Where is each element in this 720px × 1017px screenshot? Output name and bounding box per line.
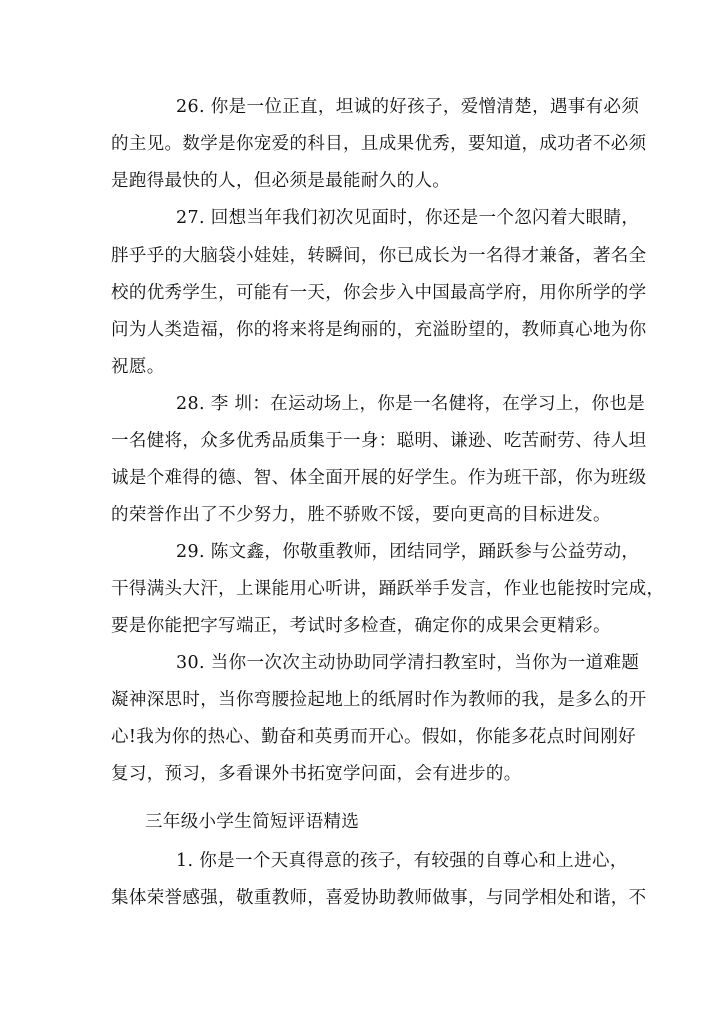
paragraph-29-line-1: 29. 陈文鑫，你敬重教师，团结同学，踊跃参与公益劳动， (176, 542, 640, 562)
paragraph-28-line-2: 一名健将，众多优秀品质集于一身：聪明、谦逊、吃苦耐劳、待人坦 (111, 431, 647, 451)
paragraph-28-line-4: 的荣誉作出了不少努力，胜不骄败不馁，要向更高的目标进发。 (111, 505, 611, 525)
paragraph-27-line-4: 问为人类造福，你的将来将是绚丽的，充溢盼望的，教师真心地为你 (111, 320, 647, 340)
paragraph-27-line-2: 胖乎乎的大脑袋小娃娃，转瞬间，你已成长为一名得才兼备，著名全 (111, 246, 647, 266)
paragraph-26-line-2: 的主见。数学是你宠爱的科目，且成果优秀，要知道，成功者不必须 (111, 134, 647, 154)
paragraph-27-line-5: 祝愿。 (111, 357, 165, 377)
paragraph-30-line-4: 复习，预习，多看课外书拓宽学问面，会有进步的。 (111, 764, 522, 784)
paragraph-29-line-3: 要是你能把字写端正，考试时多检查，确定你的成果会更精彩。 (111, 616, 611, 636)
paragraph-29-line-2: 干得满头大汗，上课能用心听讲，踊跃举手发言，作业也能按时完成， (111, 579, 665, 599)
paragraph-27-line-1: 27. 回想当年我们初次见面时，你还是一个忽闪着大眼睛， (176, 208, 640, 228)
paragraph-30-line-3: 心!我为你的热心、勤奋和英勇而开心。假如，你能多花点时间刚好 (111, 727, 637, 747)
paragraph-1-line-1: 1. 你是一个天真得意的孩子，有较强的自尊心和上进心， (176, 851, 628, 871)
section-heading: 三年级小学生简短评语精选 (145, 812, 360, 832)
paragraph-30-line-1: 30. 当你一次次主动协助同学清扫教室时，当你为一道难题 (176, 653, 640, 673)
paragraph-28-line-3: 诚是个难得的德、智、体全面开展的好学生。作为班干部，你为班级 (111, 468, 647, 488)
paragraph-26-line-3: 是跑得最快的人，但必须是最能耐久的人。 (111, 171, 451, 191)
paragraph-30-line-2: 凝神深思时，当你弯腰捡起地上的纸屑时作为教师的我，是多么的开 (111, 690, 647, 710)
paragraph-1-line-2: 集体荣誉感强，敬重教师，喜爱协助教师做事，与同学相处和谐，不 (111, 888, 647, 908)
paragraph-26-line-1: 26. 你是一位正直，坦诚的好孩子，爱憎清楚，遇事有必须 (176, 97, 640, 117)
paragraph-27-line-3: 校的优秀学生，可能有一天，你会步入中国最高学府，用你所学的学 (111, 283, 647, 303)
paragraph-28-line-1: 28. 李 圳：在运动场上，你是一名健将，在学习上，你也是 (176, 394, 646, 414)
